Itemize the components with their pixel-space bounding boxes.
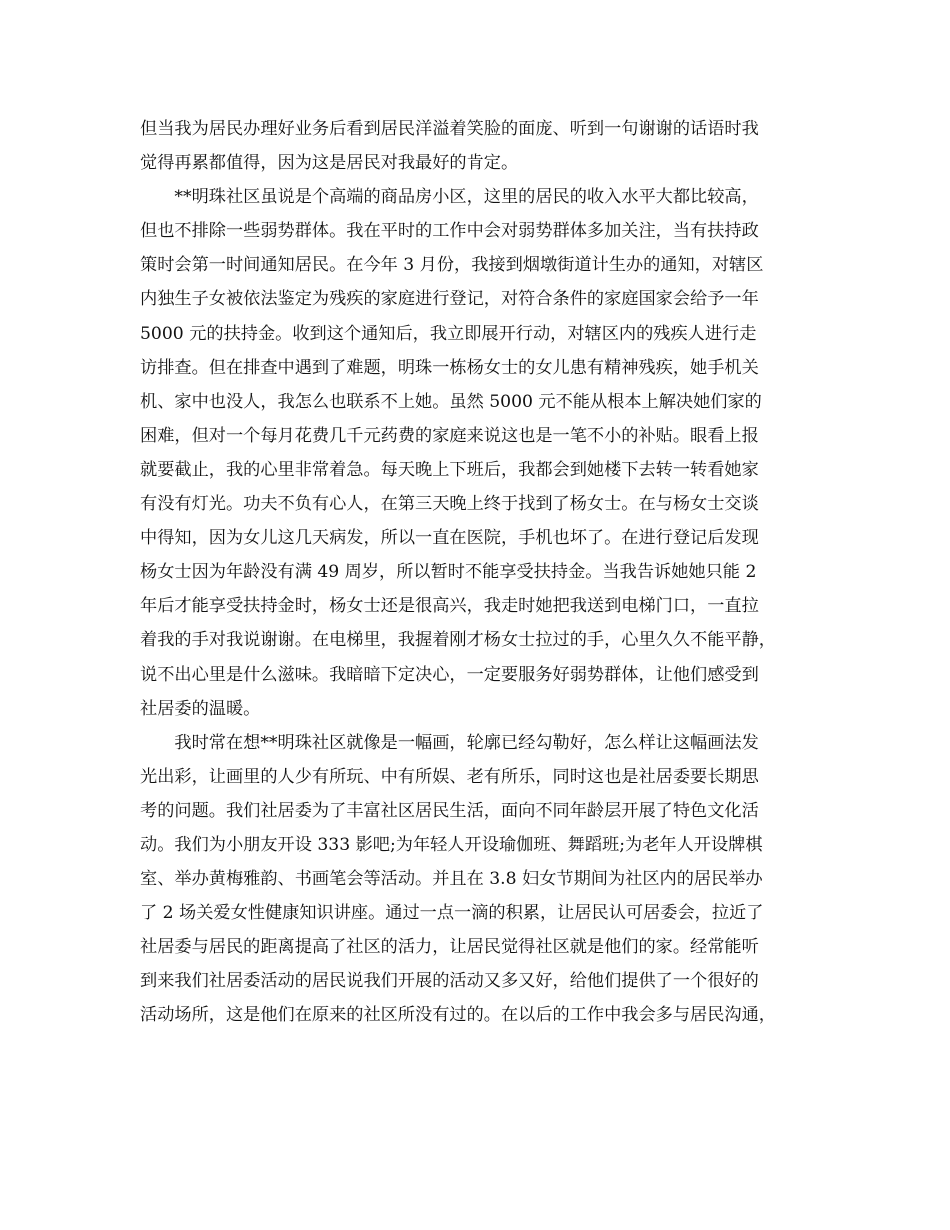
text-line: 着我的手对我说谢谢。在电梯里，我握着刚才杨女士拉过的手，心里久久不能平静， (140, 630, 776, 651)
text-line: 我时常在想**明珠社区就像是一幅画，轮廓已经勾勒好，怎么样让这幅画法发 (140, 732, 759, 753)
paragraph-3 (140, 726, 830, 1033)
text-line: 社居委与居民的距离提高了社区的活力，让居民觉得社区就是他们的家。经常能听 (140, 937, 759, 958)
text-line: **明珠社区虽说是个高端的商品房小区，这里的居民的收入水平大都比较高， (140, 187, 759, 208)
text-line: 杨女士因为年龄没有满 49 周岁，所以暂时不能享受扶持金。当我告诉她她只能 2 (140, 562, 757, 583)
text-line: 策时会第一时间通知居民。在今年 3 月份，我接到烟墩街道计生办的通知，对辖区 (140, 255, 764, 276)
text-line: 但当我为居民办理好业务后看到居民洋溢着笑脸的面庞、听到一句谢谢的话语时我 (140, 119, 759, 139)
paragraph-2 (140, 180, 830, 726)
text-line: 活动场所，这是他们在原来的社区所没有过的。在以后的工作中我会多与居民沟通， (140, 1005, 776, 1026)
text-line: 了 2 场关爱女性健康知识讲座。通过一点一滴的积累，让居民认可居委会，拉近了 (140, 903, 764, 924)
text-line: 机、家中也没人，我怎么也联系不上她。虽然 5000 元不能从根本上解决她们家的 (140, 391, 762, 412)
text-line: 中得知，因为女儿这几天病发，所以一直在医院，手机也坏了。在进行登记后发现 (140, 528, 759, 549)
text-line: 访排查。但在排查中遇到了难题，明珠一栋杨女士的女儿患有精神残疾，她手机关 (140, 357, 759, 378)
paragraph-1 (140, 112, 830, 180)
text-line: 考的问题。我们社居委为了丰富社区居民生活，面向不同年龄层开展了特色文化活 (140, 800, 759, 821)
text-line: 光出彩，让画里的人少有所玩、中有所娱、老有所乐，同时这也是社居委要长期思 (140, 766, 759, 787)
text-line: 但也不排除一些弱势群体。我在平时的工作中会对弱势群体多加关注，当有扶持政 (140, 221, 759, 242)
text-line: 内独生子女被依法鉴定为残疾的家庭进行登记，对符合条件的家庭国家会给予一年 (140, 289, 759, 310)
text-line: 说不出心里是什么滋味。我暗暗下定决心，一定要服务好弱势群体，让他们感受到 (140, 664, 759, 685)
text-line: 年后才能享受扶持金时，杨女士还是很高兴，我走时她把我送到电梯门口，一直拉 (140, 596, 759, 617)
text-line: 室、举办黄梅雅韵、书画笔会等活动。并且在 3.8 妇女节期间为社区内的居民举办 (140, 869, 763, 890)
text-line: 困难，但对一个每月花费几千元药费的家庭来说这也是一笔不小的补贴。眼看上报 (140, 425, 759, 446)
text-line: 动。我们为小朋友开设 333 影吧;为年轻人开设瑜伽班、舞蹈班;为老年人开设牌棋 (140, 834, 763, 855)
text-line: 就要截止，我的心里非常着急。每天晚上下班后，我都会到她楼下去转一转看她家 (140, 459, 759, 480)
text-line: 5000 元的扶持金。收到这个通知后，我立即展开行动，对辖区内的残疾人进行走 (140, 323, 757, 344)
text-line: 觉得再累都值得，因为这是居民对我最好的肯定。 (140, 153, 519, 174)
text-line: 有没有灯光。功夫不负有心人，在第三天晚上终于找到了杨女士。在与杨女士交谈 (140, 494, 759, 515)
body-text (140, 112, 830, 1033)
text-line: 到来我们社居委活动的居民说我们开展的活动又多又好，给他们提供了一个很好的 (140, 971, 759, 992)
text-line: 社居委的温暖。 (140, 698, 261, 719)
